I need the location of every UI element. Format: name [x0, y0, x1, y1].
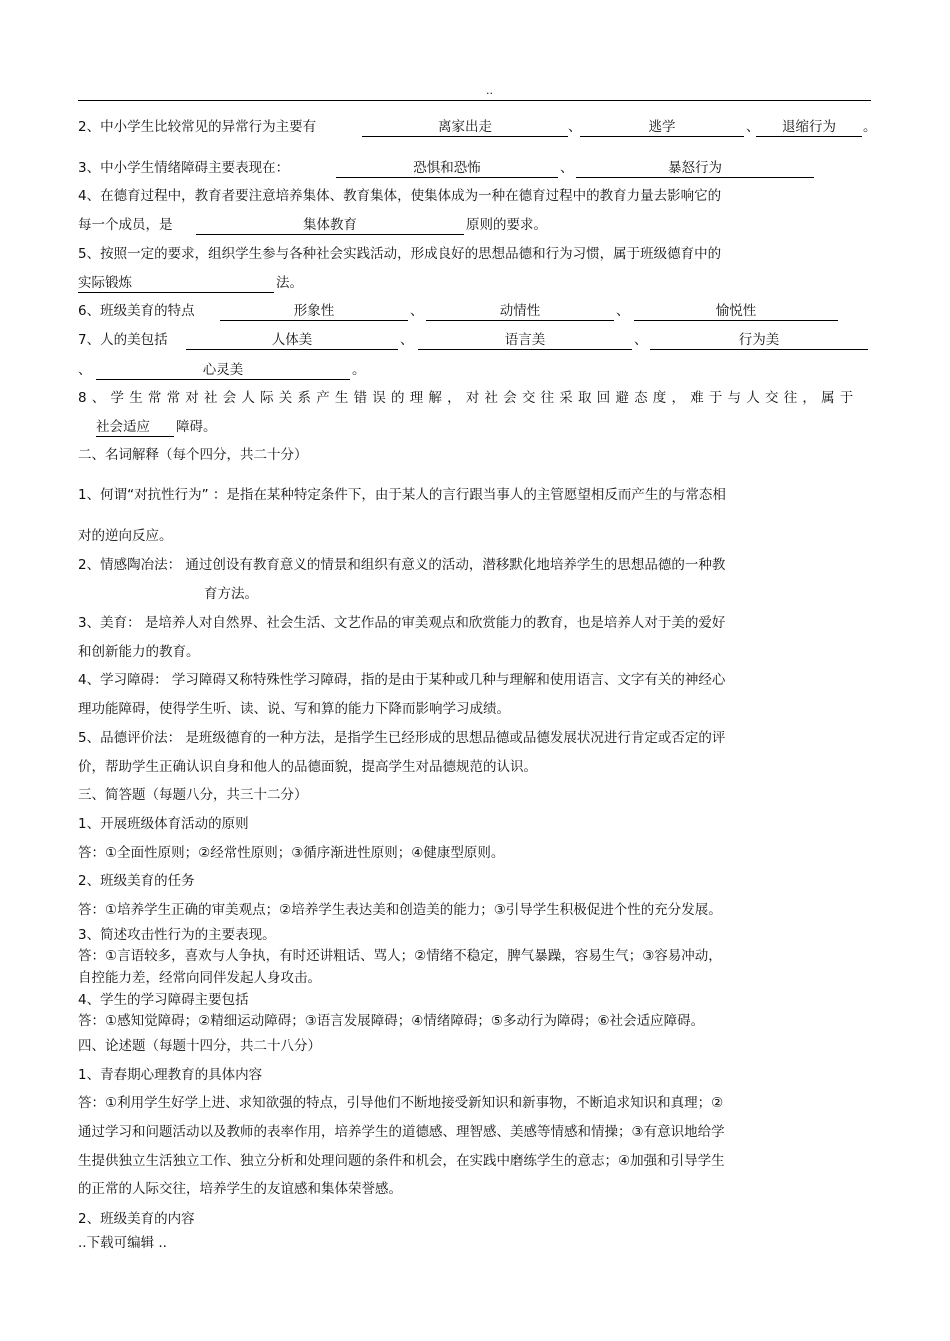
answer-line: 答：①培养学生正确的审美观点；②培养学生表达美和创造美的能力；③引导学生积极促进个性的充分发展。: [78, 902, 722, 918]
definition-line: 4、学习障碍： 学习障碍又称特殊性学习障碍，指的是由于某种或几种与理解和使用语言、文字有关的神经心: [78, 672, 726, 688]
question-line: 4、在德育过程中，教育者要注意培养集体、教育集体，使集体成为一种在德育过程中的教育力量去影响它的: [78, 188, 722, 204]
question-text: 3、中小学生情绪障碍主要表现在：: [78, 160, 290, 176]
definition-line: 2、情感陶冶法： 通过创设有教育意义的情景和组织有意义的活动，潜移默化地培养学生的思想品德的一种教: [78, 557, 726, 573]
answer-blank: 集体教育: [196, 216, 464, 235]
answer-blank: 恐惧和恐怖: [336, 159, 558, 178]
answer-line: 答：①言语较多，喜欢与人争执，有时还讲粗话、骂人；②情绪不稳定，脾气暴躁，容易生气；③容易冲动，: [78, 948, 722, 964]
answer-blank: 人体美: [186, 331, 398, 350]
answer-blank: 愉悦性: [634, 302, 838, 321]
separator: 、: [616, 303, 630, 319]
end-mark: 。: [863, 119, 877, 135]
answer-blank: 退缩行为: [756, 118, 862, 137]
question-heading: 2、班级美育的任务: [78, 873, 195, 889]
definition-line: 和创新能力的教育。: [78, 644, 200, 660]
answer-blank: 行为美: [650, 331, 868, 350]
question-heading: 4、学生的学习障碍主要包括: [78, 992, 249, 1008]
answer-line: 答：①利用学生好学上进、求知欲强的特点，引导他们不断地接受新知识和新事物，不断追求知识和真理；②: [78, 1095, 724, 1111]
definition-line: 价，帮助学生正确认识自身和他人的品德面貌，提高学生对品德规范的认识。: [78, 759, 537, 775]
separator: 、: [634, 332, 648, 348]
separator: 、: [410, 303, 424, 319]
answer-blank: 语言美: [418, 331, 632, 350]
question-heading: 2、班级美育的内容: [78, 1211, 195, 1227]
definition-line: 育方法。: [204, 586, 258, 602]
answer-blank: 心灵美: [96, 361, 350, 380]
footer-text: ..下载可编辑 ..: [78, 1235, 167, 1251]
definition-line: 1、何谓“对抗性行为” ：是指在某种特定条件下，由于某人的言行跟当事人的主管愿望相反而产生的与常态相: [78, 487, 726, 503]
answer-line: 自控能力差，经常向同伴发起人身攻击。: [78, 970, 321, 986]
answer-blank: 动情性: [426, 302, 614, 321]
question-text: 7、人的美包括: [78, 332, 168, 348]
separator: 、: [560, 160, 574, 176]
separator: 、: [746, 119, 760, 135]
answer-line: 的正常的人际交往，培养学生的友谊感和集体荣誉感。: [78, 1181, 402, 1197]
question-text: 每一个成员，是: [78, 217, 173, 233]
answer-line: 答：①感知觉障碍；②精细运动障碍；③语言发展障碍；④情绪障碍；⑤多动行为障碍；⑥社会适应障碍。: [78, 1013, 705, 1029]
definition-line: 5、品德评价法： 是班级德育的一种方法，是指学生已经形成的思想品德或品德发展状况进行肯定或否定的评: [78, 730, 726, 746]
question-text: 原则的要求。: [466, 217, 547, 233]
header-rule: [78, 100, 871, 101]
definition-line: 理功能障碍，使得学生听、读、说、写和算的能力下降而影响学习成绩。: [78, 701, 510, 717]
separator: 、: [400, 332, 414, 348]
answer-line: 答：①全面性原则；②经常性原则；③循序渐进性原则；④健康型原则。: [78, 845, 505, 861]
section-title: 二、名词解释（每个四分，共二十分）: [78, 447, 308, 463]
question-text: 障碍。: [176, 419, 217, 435]
question-text: 法。: [276, 275, 303, 291]
question-line: 5、按照一定的要求，组织学生参与各种社会实践活动，形成良好的思想品德和行为习惯，属于班级德育中的: [78, 246, 722, 262]
separator: 、: [568, 119, 582, 135]
question-heading: 1、开展班级体育活动的原则: [78, 816, 249, 832]
answer-blank: 社会适应: [96, 418, 174, 437]
question-text: 6、班级美育的特点: [78, 303, 195, 319]
question-heading: 3、简述攻击性行为的主要表现。: [78, 927, 276, 943]
answer-line: 通过学习和问题活动以及教师的表率作用，培养学生的道德感、理智感、美感等情感和情操；③有意识地给学: [78, 1124, 725, 1140]
end-mark: 。: [352, 362, 366, 378]
question-text: 2、中小学生比较常见的异常行为主要有: [78, 119, 317, 135]
answer-blank: 实际锻炼: [78, 274, 274, 293]
answer-blank: 离家出走: [362, 118, 568, 137]
answer-blank: 形象性: [220, 302, 408, 321]
question-line: 8、学生常常对社会人际关系产生错误的理解，对社会交往采取回避态度，难于与人交往，属于: [78, 390, 859, 406]
answer-blank: 逃学: [580, 118, 744, 137]
answer-line: 生提供独立生活独立工作、独立分析和处理问题的条件和机会，在实践中磨练学生的意志；④加强和引导学生: [78, 1153, 725, 1169]
section-title: 四、论述题（每题十四分，共二十八分）: [78, 1038, 321, 1054]
definition-line: 对的逆向反应。: [78, 528, 173, 544]
answer-blank: 暴怒行为: [576, 159, 814, 178]
header-dots: ..: [486, 84, 493, 97]
question-heading: 1、青春期心理教育的具体内容: [78, 1067, 263, 1083]
definition-line: 3、美育： 是培养人对自然界、社会生活、文艺作品的审美观点和欣赏能力的教育，也是培养人对于美的爱好: [78, 615, 726, 631]
section-title: 三、简答题（每题八分，共三十二分）: [78, 787, 308, 803]
separator: 、: [78, 362, 92, 378]
